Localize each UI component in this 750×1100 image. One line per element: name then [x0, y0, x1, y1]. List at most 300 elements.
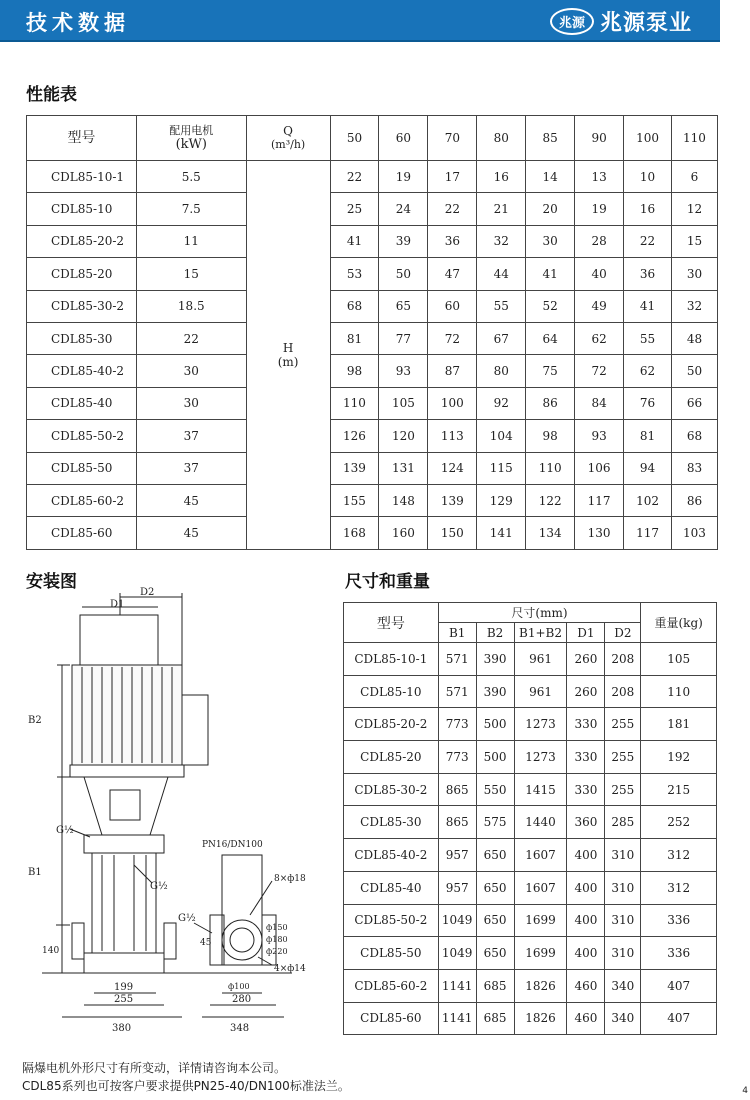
dims-row [344, 773, 717, 806]
installation-drawing [22, 585, 342, 1045]
dims-model-cell: CDL85-60 [344, 1002, 439, 1035]
perf-head-value: 49 [575, 290, 624, 322]
dims-value-cell: 460 [567, 1002, 605, 1035]
dims-value-cell: 1607 [514, 871, 567, 904]
dim-label-d100: ф100 [228, 982, 250, 991]
port-label-g-half-b: G½ [150, 881, 168, 892]
dims-header-row [344, 603, 717, 623]
dims-value-cell: 340 [605, 969, 641, 1002]
perf-power-cell: 37 [136, 420, 246, 452]
perf-head-value: 55 [477, 290, 526, 322]
perf-head-value: 72 [575, 355, 624, 387]
dims-model-cell: CDL85-40 [344, 871, 439, 904]
dim-label-d2: D2 [140, 587, 155, 598]
dims-value-cell: 1699 [514, 904, 567, 937]
dims-weight-cell: 110 [641, 675, 717, 708]
dims-value-cell: 773 [438, 741, 476, 774]
perf-row [27, 517, 718, 549]
dim-label-380: 380 [112, 1023, 132, 1034]
perf-flow-header: 60 [379, 116, 428, 161]
dims-value-cell: 310 [605, 839, 641, 872]
perf-head-value: 32 [671, 290, 717, 322]
perf-head-value: 139 [428, 484, 477, 516]
perf-head-value: 129 [477, 484, 526, 516]
dims-weight-cell: 336 [641, 904, 717, 937]
dims-value-cell: 330 [567, 773, 605, 806]
perf-head-value: 62 [624, 355, 672, 387]
perf-row [27, 193, 718, 225]
dims-col-weight: 重量(kg) [641, 603, 717, 643]
perf-head-value: 160 [379, 517, 428, 549]
footnote-2: CDL85系列也可按客户要求提供PN25-40/DN100标准法兰。 [22, 1079, 350, 1093]
perf-head-value: 39 [379, 225, 428, 257]
dim-label-45: 45 [200, 938, 212, 948]
perf-head-value: 103 [671, 517, 717, 549]
perf-model-cell: CDL85-40 [27, 387, 137, 419]
dims-row [344, 839, 717, 872]
dims-model-cell: CDL85-20 [344, 741, 439, 774]
perf-head-value: 41 [624, 290, 672, 322]
perf-col-q-label: Q [283, 124, 294, 138]
motor-flange [70, 765, 184, 777]
dims-value-cell: 773 [438, 708, 476, 741]
perf-head-value: 60 [428, 290, 477, 322]
dims-value-cell: 310 [605, 904, 641, 937]
dim-label-b2: B2 [28, 715, 42, 726]
perf-head-value: 13 [575, 161, 624, 193]
dims-value-cell: 1273 [514, 708, 567, 741]
dims-value-cell: 1273 [514, 741, 567, 774]
perf-head-value: 6 [671, 161, 717, 193]
perf-head-value: 24 [379, 193, 428, 225]
perf-flow-header: 85 [526, 116, 575, 161]
dims-value-cell: 650 [476, 937, 514, 970]
dims-subcol: D1 [567, 623, 605, 643]
dims-model-cell: CDL85-60-2 [344, 969, 439, 1002]
perf-head-value: 68 [671, 420, 717, 452]
perf-row [27, 322, 718, 354]
perf-head-value: 16 [477, 161, 526, 193]
dims-value-cell: 400 [567, 839, 605, 872]
dims-weight-cell: 336 [641, 937, 717, 970]
dims-model-cell: CDL85-10-1 [344, 643, 439, 676]
perf-row [27, 161, 718, 193]
perf-head-value: 55 [624, 322, 672, 354]
perf-row [27, 290, 718, 322]
perf-head-value: 28 [575, 225, 624, 257]
perf-header-row [27, 116, 718, 161]
coupling [110, 790, 140, 820]
perf-col-power-unit: (kW) [175, 137, 207, 152]
perf-row [27, 420, 718, 452]
port-label-g-half-a: G½ [56, 825, 74, 836]
footnote-1: 隔爆电机外形尺寸有所变动，详情请咨询本公司。 [22, 1061, 287, 1075]
perf-head-value: 50 [379, 258, 428, 290]
perf-col-model: 型号 [27, 116, 137, 161]
dims-subcol: B1+B2 [514, 623, 567, 643]
perf-head-value: 64 [526, 322, 575, 354]
perf-head-value: 148 [379, 484, 428, 516]
perf-head-value: 68 [330, 290, 379, 322]
perf-col-q [246, 116, 330, 161]
perf-head-value: 19 [575, 193, 624, 225]
perf-head-value: 20 [526, 193, 575, 225]
perf-row [27, 355, 718, 387]
dims-value-cell: 500 [476, 741, 514, 774]
perf-head-value: 16 [624, 193, 672, 225]
dims-row [344, 937, 717, 970]
perf-power-cell: 37 [136, 452, 246, 484]
dims-row [344, 871, 717, 904]
perf-head-value: 87 [428, 355, 477, 387]
perf-power-cell: 45 [136, 484, 246, 516]
terminal-box [182, 695, 208, 765]
perf-head-value: 30 [671, 258, 717, 290]
perf-head-value: 141 [477, 517, 526, 549]
dims-value-cell: 255 [605, 773, 641, 806]
perf-head-value: 75 [526, 355, 575, 387]
perf-head-value: 104 [477, 420, 526, 452]
perf-head-value: 124 [428, 452, 477, 484]
perf-row [27, 387, 718, 419]
dims-value-cell: 575 [476, 806, 514, 839]
dims-value-cell: 1141 [438, 969, 476, 1002]
dims-row [344, 643, 717, 676]
perf-head-value: 110 [330, 387, 379, 419]
pump-head [84, 835, 164, 853]
perf-head-value: 131 [379, 452, 428, 484]
perf-head-value: 86 [526, 387, 575, 419]
dimensions-table [343, 602, 717, 1035]
perf-head-value: 98 [526, 420, 575, 452]
perf-power-cell: 18.5 [136, 290, 246, 322]
dim-label-d220: ф220 [266, 947, 288, 956]
flange-spec-label: PN16/DN100 [202, 840, 263, 850]
dims-value-cell: 865 [438, 806, 476, 839]
perf-flow-header: 100 [624, 116, 672, 161]
perf-flow-header: 80 [477, 116, 526, 161]
dims-subcol: D2 [605, 623, 641, 643]
side-pump-body [222, 855, 262, 965]
perf-head-value: 36 [624, 258, 672, 290]
dims-model-cell: CDL85-30-2 [344, 773, 439, 806]
motor-cap [80, 615, 158, 665]
perf-row [27, 225, 718, 257]
dims-weight-cell: 407 [641, 969, 717, 1002]
perf-head-value: 113 [428, 420, 477, 452]
perf-head-value: 53 [330, 258, 379, 290]
dims-value-cell: 255 [605, 708, 641, 741]
dims-subcol: B1 [438, 623, 476, 643]
brand-name: 兆源泵业 [599, 10, 692, 36]
perf-head-value: 19 [379, 161, 428, 193]
dims-value-cell: 957 [438, 839, 476, 872]
perf-head-value: 102 [624, 484, 672, 516]
dims-row [344, 675, 717, 708]
perf-model-cell: CDL85-10-1 [27, 161, 137, 193]
perf-head-value: 44 [477, 258, 526, 290]
perf-col-power [136, 116, 246, 161]
perf-head-value: 122 [526, 484, 575, 516]
perf-model-cell: CDL85-20 [27, 258, 137, 290]
perf-head-value: 126 [330, 420, 379, 452]
perf-head-value: 76 [624, 387, 672, 419]
dims-value-cell: 1826 [514, 1002, 567, 1035]
dims-value-cell: 685 [476, 969, 514, 1002]
brand-logo: 兆源 [550, 8, 594, 35]
perf-section-title: 性能表 [26, 85, 77, 105]
perf-head-value: 134 [526, 517, 575, 549]
dims-value-cell: 255 [605, 741, 641, 774]
dim-label-140: 140 [42, 946, 60, 956]
dims-model-cell: CDL85-50-2 [344, 904, 439, 937]
perf-head-value: 21 [477, 193, 526, 225]
brand [550, 6, 692, 37]
perf-flow-header: 90 [575, 116, 624, 161]
dims-weight-cell: 252 [641, 806, 717, 839]
dims-model-cell: CDL85-40-2 [344, 839, 439, 872]
dims-value-cell: 400 [567, 904, 605, 937]
perf-head-value: 117 [624, 517, 672, 549]
perf-head-value: 98 [330, 355, 379, 387]
dims-row [344, 969, 717, 1002]
perf-head-value: 92 [477, 387, 526, 419]
dims-value-cell: 685 [476, 1002, 514, 1035]
dims-value-cell: 310 [605, 871, 641, 904]
perf-head-value: 67 [477, 322, 526, 354]
dims-value-cell: 400 [567, 937, 605, 970]
outlet-flange-right [164, 923, 176, 959]
dims-weight-cell: 105 [641, 643, 717, 676]
perf-head-value: 105 [379, 387, 428, 419]
perf-power-cell: 22 [136, 322, 246, 354]
dims-col-size: 尺寸(mm) [438, 603, 641, 623]
perf-flow-header: 50 [330, 116, 379, 161]
dims-value-cell: 1440 [514, 806, 567, 839]
pump-stages [102, 855, 146, 951]
dim-label-348: 348 [230, 1023, 250, 1034]
perf-power-cell: 45 [136, 517, 246, 549]
perf-model-cell: CDL85-50-2 [27, 420, 137, 452]
perf-head-value: 36 [428, 225, 477, 257]
perf-head-value: 10 [624, 161, 672, 193]
bolt-8-label: 8×ф18 [274, 874, 306, 884]
dim-label-255: 255 [114, 994, 134, 1005]
dims-value-cell: 285 [605, 806, 641, 839]
perf-flow-header: 110 [671, 116, 717, 161]
dims-model-cell: CDL85-30 [344, 806, 439, 839]
dim-label-d150: ф150 [266, 923, 288, 932]
dims-row [344, 1002, 717, 1035]
perf-model-cell: CDL85-60-2 [27, 484, 137, 516]
dim-label-b1: B1 [28, 867, 42, 878]
pump-base [84, 953, 164, 973]
perf-head-label [246, 161, 330, 550]
install-section-title: 安装图 [26, 572, 77, 592]
dims-model-cell: CDL85-20-2 [344, 708, 439, 741]
dims-row [344, 708, 717, 741]
dim-label-199: 199 [114, 982, 134, 993]
perf-head-value: 86 [671, 484, 717, 516]
perf-head-value: 168 [330, 517, 379, 549]
perf-head-value: 22 [330, 161, 379, 193]
perf-model-cell: CDL85-60 [27, 517, 137, 549]
perf-power-cell: 30 [136, 355, 246, 387]
dims-value-cell: 460 [567, 969, 605, 1002]
perf-power-cell: 5.5 [136, 161, 246, 193]
dims-value-cell: 260 [567, 675, 605, 708]
dims-weight-cell: 192 [641, 741, 717, 774]
dims-value-cell: 650 [476, 904, 514, 937]
dims-value-cell: 310 [605, 937, 641, 970]
header-bar [0, 0, 720, 42]
dims-value-cell: 1141 [438, 1002, 476, 1035]
dims-value-cell: 1607 [514, 839, 567, 872]
perf-head-value: 93 [575, 420, 624, 452]
dims-value-cell: 650 [476, 871, 514, 904]
perf-head-value: 50 [671, 355, 717, 387]
perf-head-value: 84 [575, 387, 624, 419]
perf-head-value: 139 [330, 452, 379, 484]
perf-head-value: 14 [526, 161, 575, 193]
dims-value-cell: 571 [438, 643, 476, 676]
perf-h-label: H [282, 340, 294, 355]
dims-value-cell: 957 [438, 871, 476, 904]
dims-weight-cell: 312 [641, 839, 717, 872]
dims-value-cell: 961 [514, 643, 567, 676]
dims-value-cell: 500 [476, 708, 514, 741]
inlet-flange-left [72, 923, 84, 959]
perf-head-value: 150 [428, 517, 477, 549]
perf-h-unit: (m) [277, 354, 299, 369]
dims-value-cell: 260 [567, 643, 605, 676]
dims-row [344, 741, 717, 774]
perf-model-cell: CDL85-30 [27, 322, 137, 354]
dims-value-cell: 1826 [514, 969, 567, 1002]
dims-value-cell: 961 [514, 675, 567, 708]
motor-body [72, 665, 182, 765]
performance-table [26, 115, 718, 550]
perf-model-cell: CDL85-50 [27, 452, 137, 484]
dim-label-d1: D1 [110, 599, 125, 610]
dims-subcol: B2 [476, 623, 514, 643]
dims-value-cell: 390 [476, 643, 514, 676]
outlet-flange-outer [222, 920, 262, 960]
dims-col-model: 型号 [344, 603, 439, 643]
perf-head-value: 106 [575, 452, 624, 484]
perf-head-value: 77 [379, 322, 428, 354]
dim-label-d180: ф180 [266, 935, 288, 944]
dims-value-cell: 208 [605, 643, 641, 676]
dims-value-cell: 571 [438, 675, 476, 708]
perf-head-value: 48 [671, 322, 717, 354]
perf-power-cell: 15 [136, 258, 246, 290]
perf-head-value: 30 [526, 225, 575, 257]
perf-head-value: 72 [428, 322, 477, 354]
perf-head-value: 100 [428, 387, 477, 419]
perf-col-power-label: 配用电机 [169, 124, 214, 137]
dims-value-cell: 390 [476, 675, 514, 708]
dims-row [344, 806, 717, 839]
bolt-4-label: 4×ф14 [274, 964, 306, 974]
perf-power-cell: 30 [136, 387, 246, 419]
perf-head-value: 25 [330, 193, 379, 225]
perf-col-q-unit: (m³/h) [270, 138, 306, 151]
outlet-flange-inner [230, 928, 254, 952]
perf-head-value: 130 [575, 517, 624, 549]
dims-value-cell: 208 [605, 675, 641, 708]
perf-head-value: 62 [575, 322, 624, 354]
perf-head-value: 155 [330, 484, 379, 516]
perf-row [27, 452, 718, 484]
perf-flow-header: 70 [428, 116, 477, 161]
dims-weight-cell: 407 [641, 1002, 717, 1035]
perf-head-value: 120 [379, 420, 428, 452]
dims-value-cell: 330 [567, 708, 605, 741]
dims-value-cell: 1049 [438, 904, 476, 937]
perf-head-value: 94 [624, 452, 672, 484]
dims-value-cell: 865 [438, 773, 476, 806]
perf-head-value: 17 [428, 161, 477, 193]
perf-row [27, 258, 718, 290]
perf-head-value: 40 [575, 258, 624, 290]
bracket [84, 777, 168, 835]
dims-weight-cell: 181 [641, 708, 717, 741]
perf-head-value: 117 [575, 484, 624, 516]
dims-value-cell: 1049 [438, 937, 476, 970]
perf-head-value: 115 [477, 452, 526, 484]
dims-value-cell: 400 [567, 871, 605, 904]
dims-value-cell: 1699 [514, 937, 567, 970]
page-title: 技术数据 [26, 11, 130, 35]
perf-model-cell: CDL85-30-2 [27, 290, 137, 322]
dims-model-cell: CDL85-10 [344, 675, 439, 708]
perf-row [27, 484, 718, 516]
perf-head-value: 65 [379, 290, 428, 322]
perf-head-value: 66 [671, 387, 717, 419]
port-label-g-half-c: G½ [178, 913, 196, 924]
perf-head-value: 41 [526, 258, 575, 290]
perf-head-value: 52 [526, 290, 575, 322]
perf-head-value: 83 [671, 452, 717, 484]
dims-section-title: 尺寸和重量 [345, 572, 430, 592]
dims-value-cell: 1415 [514, 773, 567, 806]
dim-label-280: 280 [232, 994, 252, 1005]
perf-model-cell: CDL85-10 [27, 193, 137, 225]
perf-head-value: 22 [624, 225, 672, 257]
perf-head-value: 47 [428, 258, 477, 290]
dims-value-cell: 360 [567, 806, 605, 839]
perf-head-value: 41 [330, 225, 379, 257]
perf-model-cell: CDL85-40-2 [27, 355, 137, 387]
perf-head-value: 81 [624, 420, 672, 452]
dims-value-cell: 330 [567, 741, 605, 774]
perf-head-value: 110 [526, 452, 575, 484]
perf-head-value: 12 [671, 193, 717, 225]
perf-power-cell: 11 [136, 225, 246, 257]
dims-weight-cell: 312 [641, 871, 717, 904]
perf-head-value: 80 [477, 355, 526, 387]
perf-head-value: 32 [477, 225, 526, 257]
perf-model-cell: CDL85-20-2 [27, 225, 137, 257]
dims-value-cell: 340 [605, 1002, 641, 1035]
perf-head-value: 93 [379, 355, 428, 387]
dims-weight-cell: 215 [641, 773, 717, 806]
perf-head-value: 22 [428, 193, 477, 225]
dims-value-cell: 650 [476, 839, 514, 872]
dims-model-cell: CDL85-50 [344, 937, 439, 970]
dims-row [344, 904, 717, 937]
